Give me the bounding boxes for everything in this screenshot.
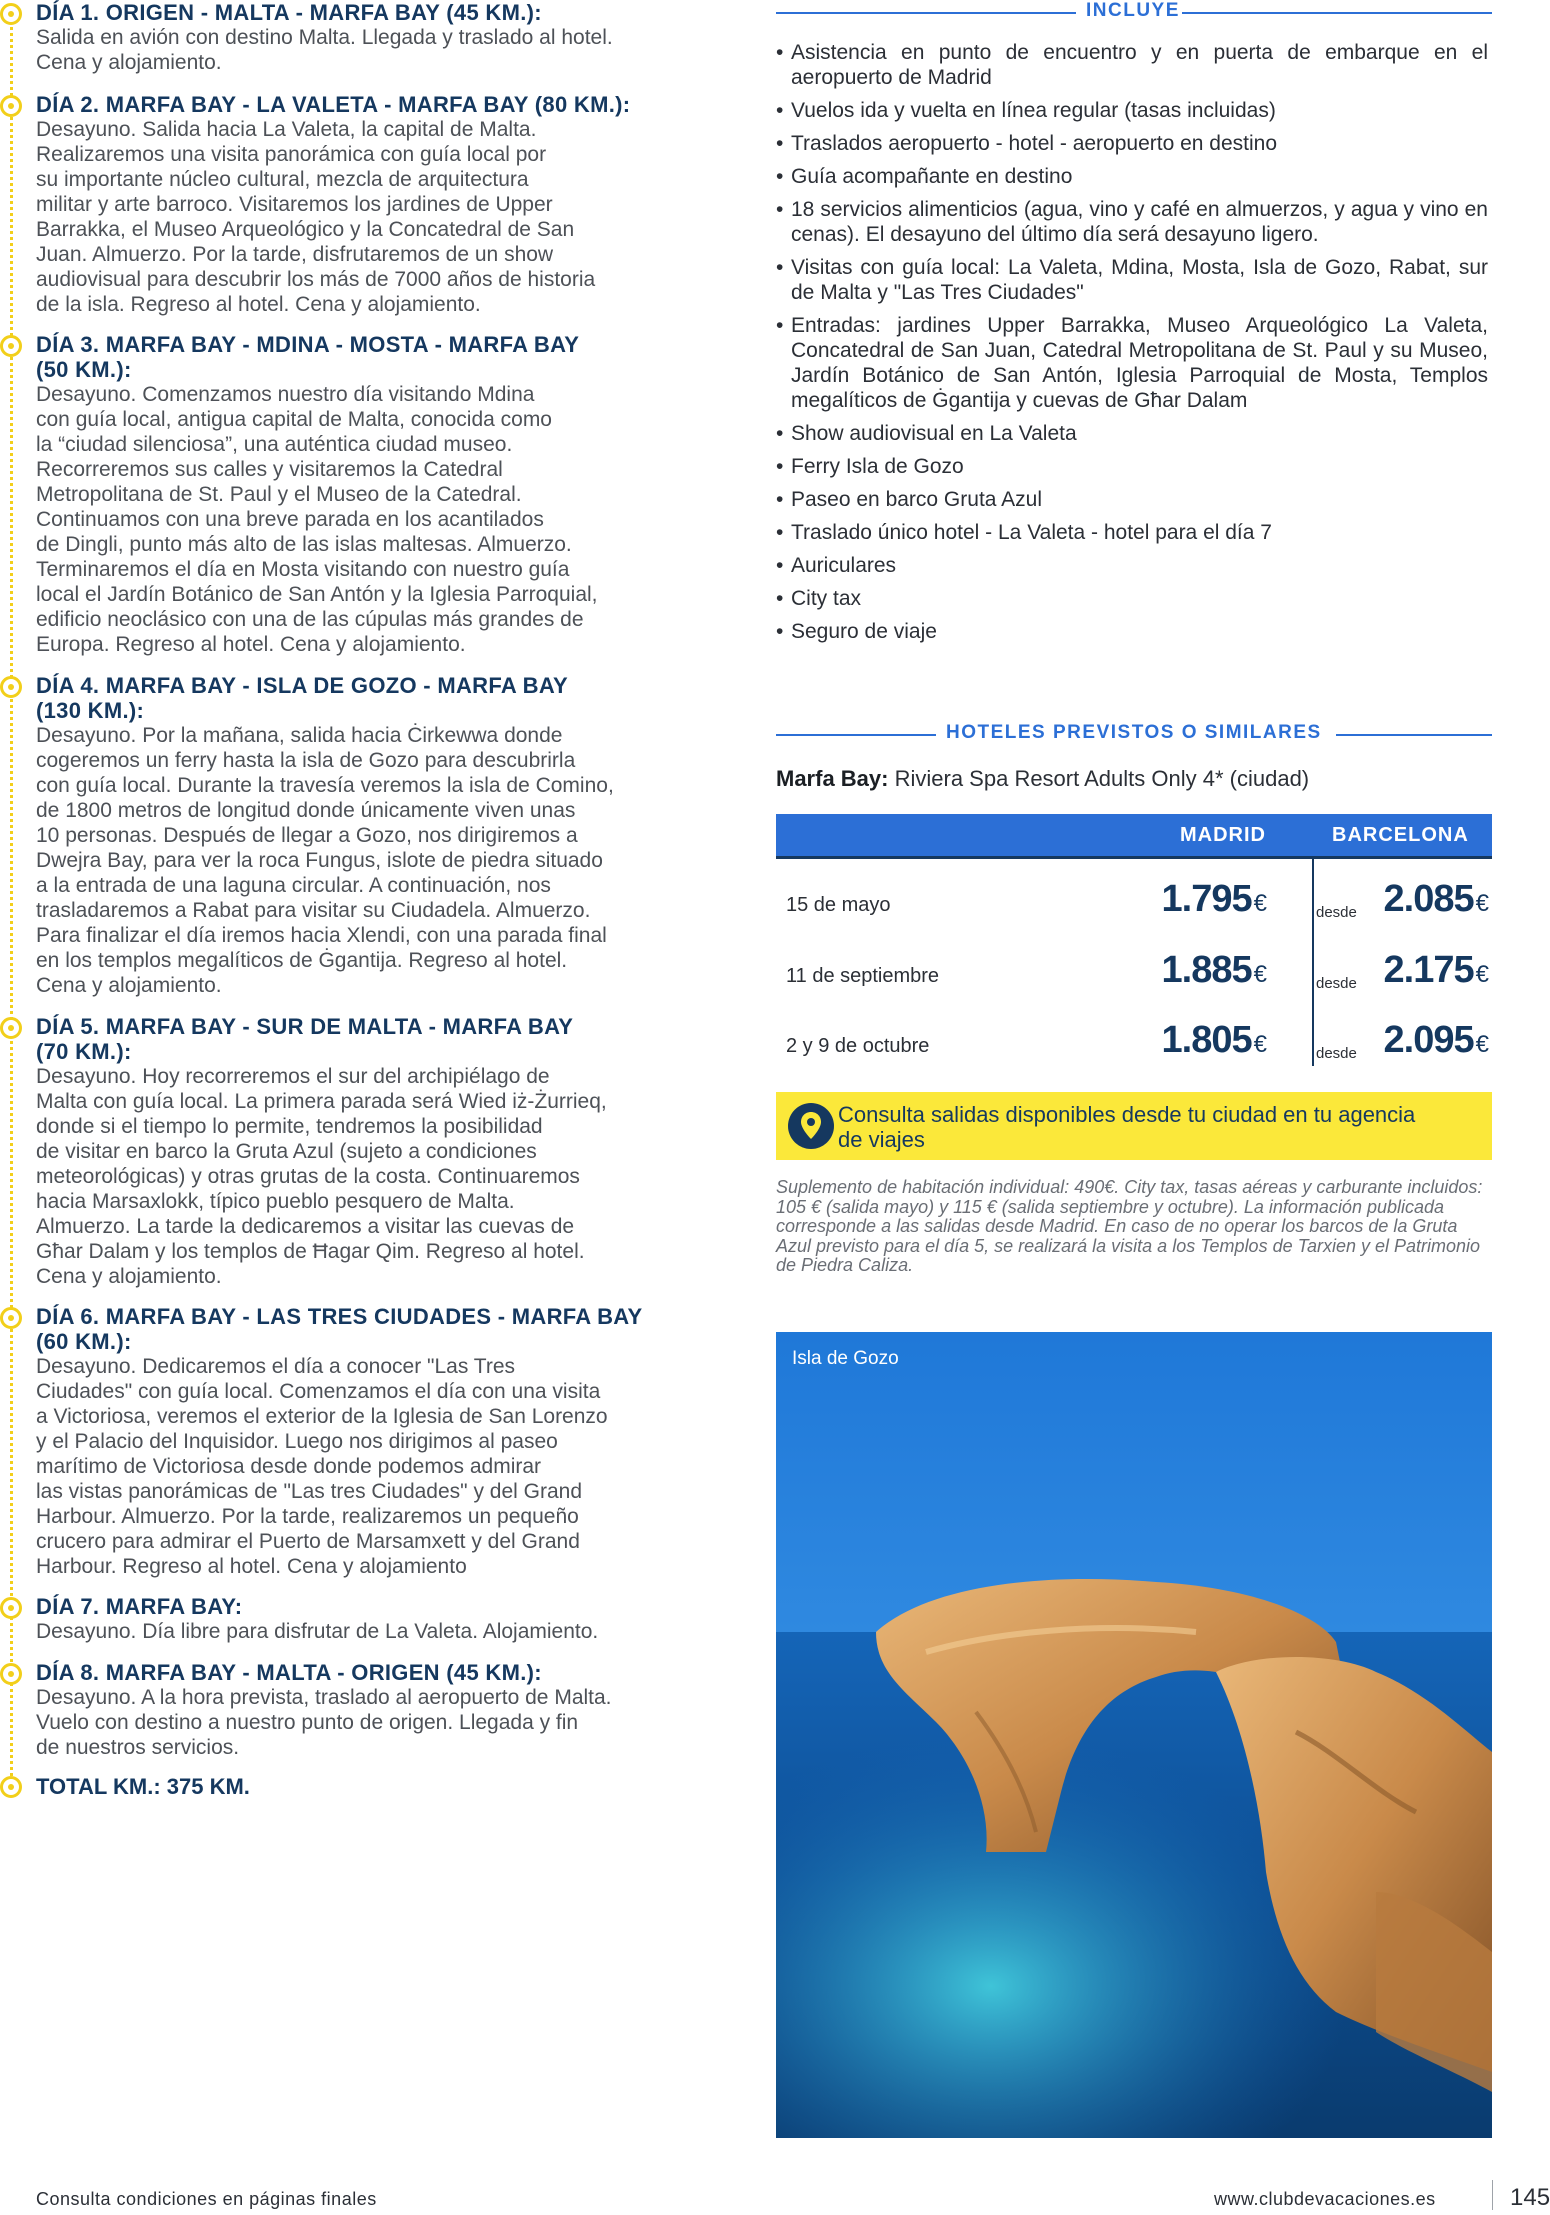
list-item: • Show audiovisual en La Valeta — [776, 421, 1488, 446]
timeline-dot-icon — [0, 1776, 22, 1798]
day-text: Desayuno. Día libre para disfrutar de La Valeta. Alojamiento. — [36, 1620, 599, 1643]
list-item: • Traslados aeropuerto - hotel - aeropuerto en destino — [776, 131, 1488, 156]
price-madrid: 1.795€ — [1161, 878, 1266, 920]
day-text: Desayuno. A la hora prevista, traslado al aeropuerto de Malta. Vuelo con destino a nuestro punto de origen. Llegada y fin de nuestros servicios. — [36, 1686, 612, 1759]
day-text: Desayuno. Dedicaremos el día a conocer "Las Tres Ciudades" con guía local. Comenzamos el día con una visita a Victoriosa, veremos el exterior de la Iglesia de San Lorenzo y el Palacio del Inquisidor. Luego nos dirigimos al paseo marítimo de Victoriosa desde donde podemos admirar las vistas panorámicas de "Las tres Ciudades" y del Grand Harbour. Almuerzo. Por la tarde, realizaremos un pequeño crucero para admirar el Puerto de Marsamxett y del Grand Harbour. Regreso al hotel. Cena y alojamiento — [36, 1355, 608, 1578]
day-text: Salida en avión con destino Malta. Llegada y traslado al hotel. Cena y alojamiento. — [36, 26, 613, 74]
price-madrid: 1.885€ — [1161, 949, 1266, 991]
timeline-dot-icon — [0, 95, 22, 117]
day-title: DÍA 5. MARFA BAY - SUR DE MALTA - MARFA BAY (70 KM.): — [36, 1014, 574, 1064]
price-madrid: 1.805€ — [1161, 1019, 1266, 1061]
consulta-banner — [776, 1092, 1492, 1160]
list-item: • Vuelos ida y vuelta en línea regular (tasas incluidas) — [776, 98, 1488, 123]
row-date: 15 de mayo — [786, 894, 891, 916]
day-text: Desayuno. Hoy recorreremos el sur del archipiélago de Malta con guía local. La primera parada será Wied iż-Żurrieq, donde si el tiempo lo permite, tendremos la posibilidad de visitar en barco la Gruta Azul (sujeto a condiciones meteorológicas) y otras grutas de la costa. Continuaremos hacia Marsaxlokk, típico pueblo pesquero de Malta. Almuerzo. La tarde la dedicaremos a visitar las cuevas de Għar Dalam y los templos de Ħagar Qim. Regreso al hotel. Cena y alojamiento. — [36, 1065, 607, 1288]
list-item: • City tax — [776, 586, 1488, 611]
row-date: 11 de septiembre — [786, 965, 940, 987]
list-item: • Seguro de viaje — [776, 619, 1488, 644]
heading-rule — [776, 734, 936, 736]
hoteles-heading — [776, 722, 1492, 748]
list-item: • Visitas con guía local: La Valeta, Mdina, Mosta, Isla de Gozo, Rabat, sur de Malta y "Las Tres Ciudades" — [776, 255, 1488, 305]
total-km: TOTAL KM.: 375 KM. — [36, 1774, 250, 1799]
heading-rule — [1336, 734, 1492, 736]
incluye-heading-label: INCLUYE — [1086, 0, 1180, 21]
day-title: DÍA 3. MARFA BAY - MDINA - MOSTA - MARFA BAY (50 KM.): — [36, 332, 580, 382]
header-underline — [776, 856, 1492, 859]
day-text: Desayuno. Comenzamos nuestro día visitando Mdina con guía local, antigua capital de Malta, conocida como la “ciudad silenciosa”, una auténtica ciudad museo. Recorreremos sus calles y visitaremos la Catedral Metropolitana de St. Paul y el Museo de la Catedral. Continuamos con una breve parada en los acantilados de Dingli, punto más alto de las islas maltesas. Almuerzo. Terminaremos el día en Mosta visitando con nuestro guía local el Jardín Botánico de San Antón y la Iglesia Parroquial, edificio neoclásico con una de las cúpulas más grandes de Europa. Regreso al hotel. Cena y alojamiento. — [36, 383, 598, 656]
hoteles-heading-label: HOTELES PREVISTOS O SIMILARES — [946, 722, 1322, 743]
consulta-text: Consulta salidas disponibles desde tu ciudad en tu agencia de viajes — [838, 1102, 1416, 1152]
footer-website[interactable]: www.clubdevacaciones.es — [1214, 2189, 1436, 2209]
table-row — [776, 1011, 1492, 1081]
hotel-line — [776, 766, 1309, 792]
table-row — [776, 941, 1492, 1011]
timeline-dot-icon — [0, 1597, 22, 1619]
price-table-header — [776, 814, 1492, 856]
page-number: 145 — [1510, 2184, 1550, 2211]
desde-label: desde — [1316, 1045, 1357, 1062]
list-item: • Ferry Isla de Gozo — [776, 454, 1488, 479]
price-barcelona: 2.085€ — [1383, 878, 1488, 920]
col-barcelona: BARCELONA — [1332, 824, 1469, 846]
heading-rule — [776, 12, 1076, 14]
timeline-dotted-line — [10, 14, 13, 1790]
azure-window-illustration — [776, 1332, 1492, 2138]
timeline-dot-icon — [0, 1663, 22, 1685]
list-item: • Paseo en barco Gruta Azul — [776, 487, 1488, 512]
incluye-list — [776, 40, 1488, 652]
timeline-dot-icon — [0, 1307, 22, 1329]
day-title: DÍA 1. ORIGEN - MALTA - MARFA BAY (45 KM.): — [36, 0, 542, 25]
col-madrid: MADRID — [1180, 824, 1266, 846]
day-title: DÍA 7. MARFA BAY: — [36, 1594, 243, 1619]
timeline-dot-icon — [0, 335, 22, 357]
price-table — [776, 814, 1492, 1066]
photo-isla-de-gozo — [776, 1332, 1492, 2138]
list-item: • Asistencia en punto de encuentro y en puerta de embarque en el aeropuerto de Madrid — [776, 40, 1488, 90]
day-title: DÍA 6. MARFA BAY - LAS TRES CIUDADES - MARFA BAY (60 KM.): — [36, 1304, 643, 1354]
desde-label: desde — [1316, 975, 1357, 992]
heading-rule — [1182, 12, 1492, 14]
hotel-name: Riviera Spa Resort Adults Only 4* (ciudad) — [894, 766, 1310, 791]
table-row — [776, 870, 1492, 940]
price-barcelona: 2.175€ — [1383, 949, 1488, 991]
list-item: • Entradas: jardines Upper Barrakka, Museo Arqueológico La Valeta, Concatedral de San Juan, Catedral Metropolitana de St. Paul y su Museo, Jardín Botánico de San Antón, Iglesia Parroquial de Mosta, Templos megalíticos de Ġgantija y cuevas de Għar Dalam — [776, 313, 1488, 413]
hotel-city: Marfa Bay: — [776, 766, 889, 791]
day-title: DÍA 4. MARFA BAY - ISLA DE GOZO - MARFA BAY (130 KM.): — [36, 673, 568, 723]
footer-conditions: Consulta condiciones en páginas finales — [36, 2189, 377, 2209]
day-text: Desayuno. Por la mañana, salida hacia Ċirkewwa donde cogeremos un ferry hasta la isla de Gozo para descubrirla con guía local. Durante la travesía veremos la isla de Comino, de 1800 metros de longitud donde únicamente viven unas 10 personas. Después de llegar a Gozo, nos dirigiremos a Dwejra Bay, para ver la roca Fungus, islote de piedra situado a la entrada de una laguna circular. A continuación, nos trasladaremos a Rabat para visitar su Ciudadela. Almuerzo. Para finalizar el día iremos hacia Xlendi, con una parada final en los templos megalíticos de Ġgantija. Regreso al hotel. Cena y alojamiento. — [36, 724, 614, 997]
timeline-dot-icon — [0, 3, 22, 25]
day-title: DÍA 2. MARFA BAY - LA VALETA - MARFA BAY (80 KM.): — [36, 92, 631, 117]
day-title: DÍA 8. MARFA BAY - MALTA - ORIGEN (45 KM.): — [36, 1660, 542, 1685]
day-text: Desayuno. Salida hacia La Valeta, la capital de Malta. Realizaremos una visita panorámica con guía local por su importante núcleo cultural, mezcla de arquitectura militar y arte barroco. Visitaremos los jardines de Upper Barrakka, el Museo Arqueológico y la Concatedral de San Juan. Almuerzo. Por la tarde, disfrutaremos de un show audiovisual para descubrir los más de 7000 años de historia de la isla. Regreso al hotel. Cena y alojamiento. — [36, 118, 596, 316]
timeline-dot-icon — [0, 676, 22, 698]
list-item: • Traslado único hotel - La Valeta - hotel para el día 7 — [776, 520, 1488, 545]
footer-divider — [1492, 2180, 1493, 2210]
list-item: • Auriculares — [776, 553, 1488, 578]
timeline-dot-icon — [0, 1017, 22, 1039]
desde-label: desde — [1316, 904, 1357, 921]
list-item: • 18 servicios alimenticios (agua, vino y café en almuerzos, y agua y vino en cenas). El desayuno del último día será desayuno ligero. — [776, 197, 1488, 247]
incluye-heading — [776, 0, 1492, 26]
list-item: • Guía acompañante en destino — [776, 164, 1488, 189]
price-barcelona: 2.095€ — [1383, 1019, 1488, 1061]
price-notes: Suplemento de habitación individual: 490€. City tax, tasas aéreas y carburante incluidos: 105 € (salida mayo) y 115 € (salida septiembre y octubre). La información publicada corresponde a las salidas desde Madrid. En caso de no operar los barcos de la Gruta Azul previsto para el día 5, se realizará la visita a los Templos de Tarxien y el Patrimonio de Piedra Caliza. — [776, 1177, 1483, 1275]
photo-caption: Isla de Gozo — [792, 1348, 899, 1369]
row-date: 2 y 9 de octubre — [786, 1035, 930, 1057]
location-pin-icon — [788, 1103, 834, 1149]
